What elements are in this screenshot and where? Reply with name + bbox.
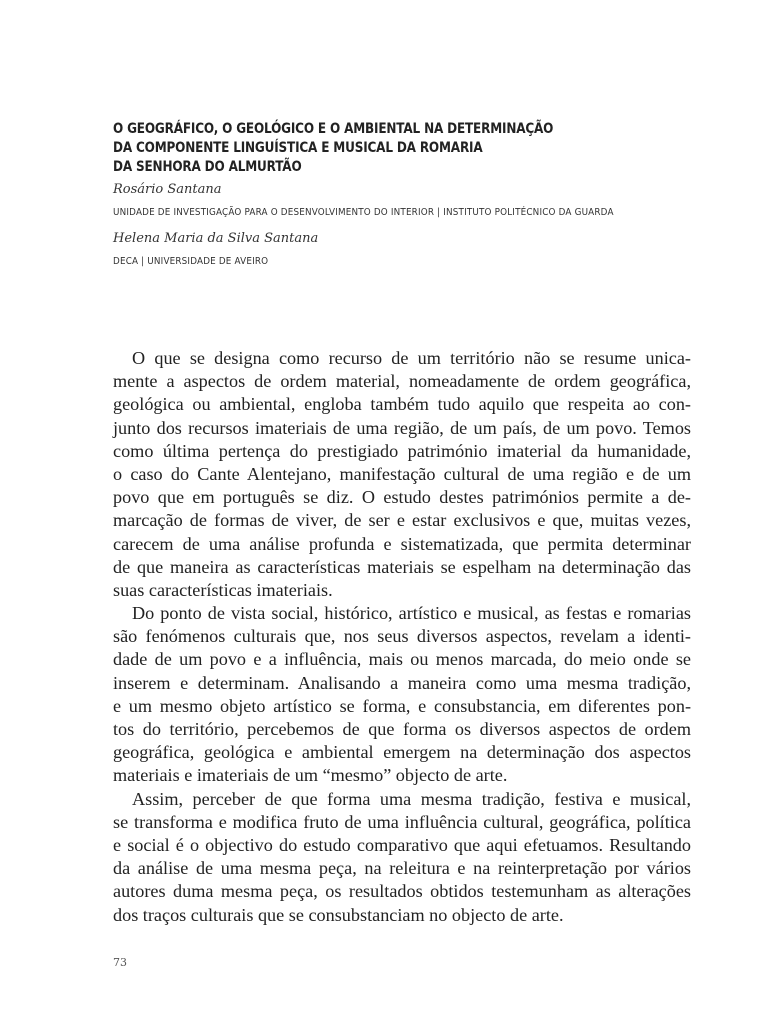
author-affiliation: DECA | UNIVERSIDADE DE AVEIRO	[113, 256, 269, 267]
body-text	[113, 347, 691, 927]
text-line: marcação de formas de viver, de ser e estar exclusivos e que, muitas vezes,	[113, 510, 691, 531]
title-line: DA SENHORA DO ALMURTÃO	[113, 159, 302, 175]
article-title	[113, 120, 595, 177]
text-line: e social é o objectivo do estudo comparativo que aqui efetuamos. Resultando	[113, 834, 691, 855]
text-line: O que se designa como recurso de um território não se resume unica-	[132, 348, 691, 368]
text-line: suas características imateriais.	[113, 579, 333, 600]
text-line: geográfica, geológica e ambiental emergem na determinação dos aspectos	[113, 742, 691, 763]
text-line: inserem e determinam. Analisando a maneira como uma mesma tradição,	[113, 672, 691, 693]
text-line: materiais e imateriais de um “mesmo” objecto de arte.	[113, 765, 508, 786]
text-line: dos traços culturais que se consubstanciam no objecto de arte.	[113, 904, 564, 925]
text-line: carecem de uma análise profunda e sistematizada, que permita determinar	[113, 533, 691, 554]
text-line: tos do território, percebemos de que forma os diversos aspectos de ordem	[113, 719, 691, 739]
text-line: e um mesmo objeto artístico se forma, e consubstancia, em diferentes pon-	[113, 695, 691, 716]
text-line: se transforma e modifica fruto de uma influência cultural, geográfica, política	[113, 811, 691, 832]
text-line: junto dos recursos imateriais de uma região, de um país, de um povo. Temos	[113, 417, 691, 438]
text-line: Assim, perceber de que forma uma mesma tradição, festiva e musical,	[132, 788, 691, 809]
text-line: Do ponto de vista social, histórico, artístico e musical, as festas e romarias	[132, 603, 691, 624]
text-line: o caso do Cante Alentejano, manifestação cultural de uma região e de um	[113, 463, 691, 484]
text-line: são fenómenos culturais que, nos seus diversos aspectos, revelam a identi-	[113, 626, 691, 647]
author-name: Helena Maria da Silva Santana	[113, 231, 319, 246]
text-line: geológica ou ambiental, engloba também tudo aquilo que respeita ao con-	[113, 394, 691, 415]
author-name: Rosário Santana	[113, 182, 222, 197]
title-line: O GEOGRÁFICO, O GEOLÓGICO E O AMBIENTAL NA DETERMINAÇÃO	[113, 121, 554, 137]
text-line: mente a aspectos de ordem material, nomeadamente de ordem geográfica,	[113, 371, 691, 392]
text-line: como última pertença do prestigiado património imaterial da humanidade,	[113, 440, 691, 461]
author-affiliation: UNIDADE DE INVESTIGAÇÃO PARA O DESENVOLVIMENTO DO INTERIOR | INSTITUTO POLITÉCNICO DA GUARDA	[113, 207, 614, 218]
text-line: dade de um povo e a influência, mais ou menos marcada, do meio onde se	[113, 649, 691, 670]
title-line: DA COMPONENTE LINGUÍSTICA E MUSICAL DA ROMARIA	[113, 140, 483, 156]
text-line: de que maneira as características materiais se espelham na determinação das	[113, 556, 691, 577]
text-line: autores duma mesma peça, os resultados obtidos testemunham as alterações	[113, 881, 691, 902]
page-number: 73	[113, 956, 127, 969]
text-line: povo que em português se diz. O estudo destes patrimónios permite a de-	[113, 487, 691, 508]
text-line: da análise de uma mesma peça, na releitura e na reinterpretação por vários	[113, 858, 691, 879]
